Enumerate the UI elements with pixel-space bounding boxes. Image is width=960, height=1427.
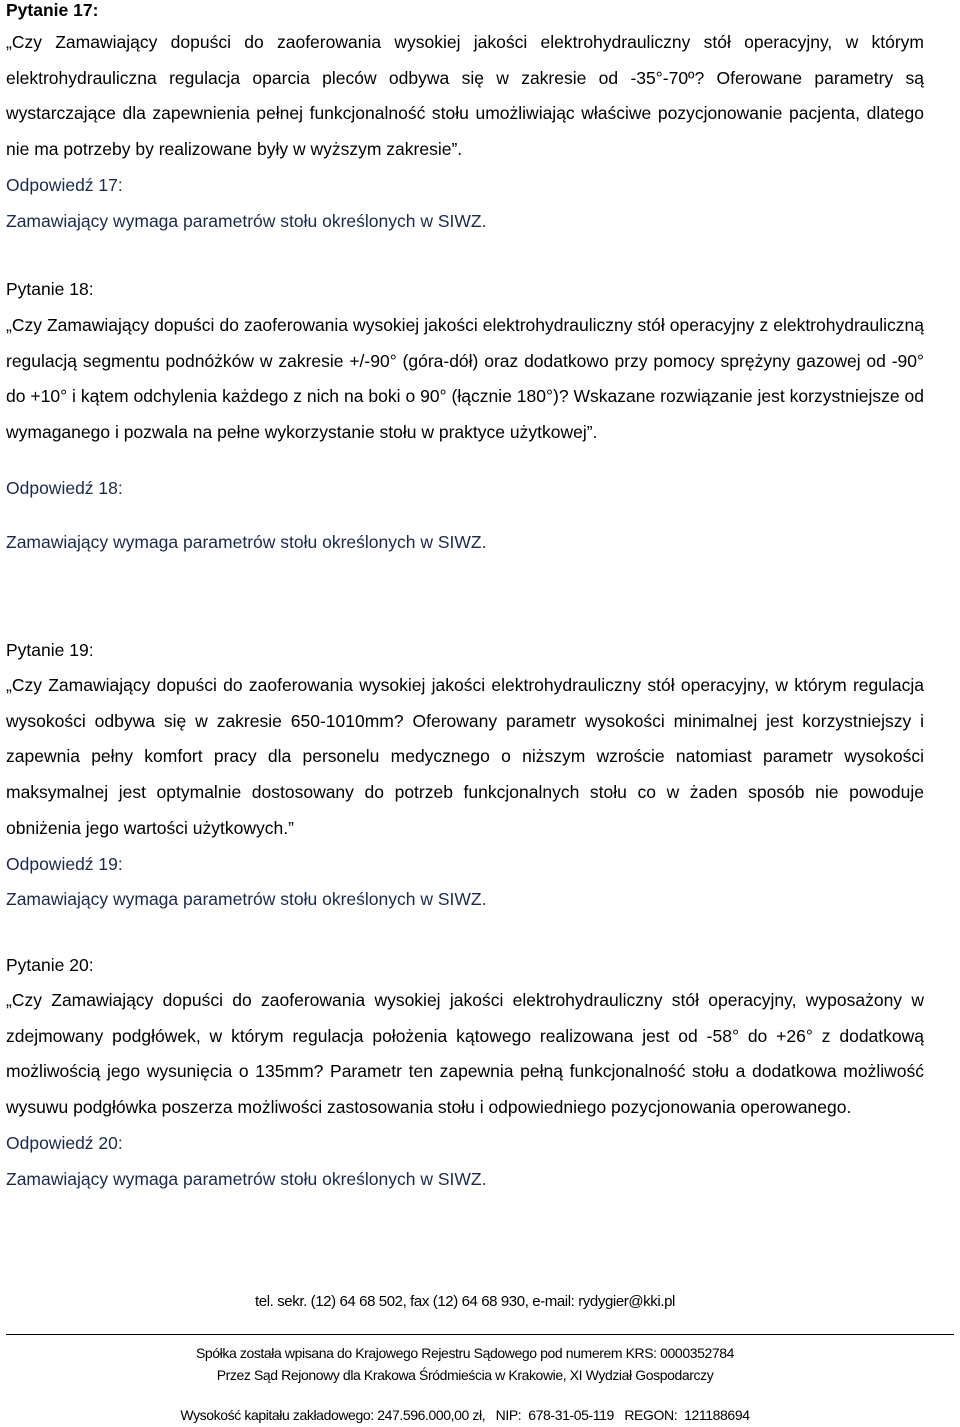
footer-krs: Spółka została wpisana do Krajowego Rejestru Sądowego pod numerem KRS: 0000352784 xyxy=(195,1345,735,1361)
question-19-heading: Pytanie 19: xyxy=(6,640,94,660)
answer-19-heading: Odpowiedź 19: xyxy=(6,853,123,874)
question-19-body: „Czy Zamawiający dopuści do zaoferowania wysokiej jakości elektrohydrauliczny stół operacyjny, w którym regulacja wysokości odbywa się w zakresie 650-1010mm? Oferowany parametr wysokości minimalnej jest korzystniejszy i zapewnia pełny komfort pracy dla personelu medycznego o niższym wzroście natomiast parametr wysokości maksymalnej jest optymalnie dostosowany do potrzeb funkcjonalnych stołu co w żaden sposób nie powoduje obniżenia jego wartości użytkowych.” xyxy=(6,675,924,838)
answer-17-heading: Odpowiedź 17: xyxy=(6,174,123,195)
footer-divider xyxy=(6,1334,954,1335)
spacer xyxy=(6,507,924,525)
question-17-section xyxy=(6,0,924,239)
question-17-heading: Pytanie 17: xyxy=(6,0,99,20)
answer-19-body: Zamawiający wymaga parametrów stołu określonych w SIWZ. xyxy=(6,889,487,910)
question-18-heading: Pytanie 18: xyxy=(6,279,94,299)
answer-18-heading: Odpowiedź 18: xyxy=(6,477,123,498)
answer-17-body: Zamawiający wymaga parametrów stołu określonych w SIWZ. xyxy=(6,210,487,231)
footer-court: Przez Sąd Rejonowy dla Krakowa Śródmieścia w Krakowie, XI Wydział Gospodarczy xyxy=(216,1367,714,1383)
question-18-body: „Czy Zamawiający dopuści do zaoferowania wysokiej jakości elektrohydrauliczny stół operacyjny z elektrohydrauliczną regulacją segmentu podnóżków w zakresie +/-90° (góra-dół) oraz dodatkowo przy pomocy sprężyny gazowej od -90° do +10° i kątem odchylenia każdego z nich na boki o 90° (łącznie 180°)? Wskazane rozwiązanie jest korzystniejsze od wymaganego i pozwala na pełne wykorzystanie stołu w praktyce użytkowej”. xyxy=(6,315,924,443)
question-20-body: „Czy Zamawiający dopuści do zaoferowania wysokiej jakości elektrohydrauliczny stół operacyjny, wyposażony w zdejmowany podgłówek, w którym regulacja położenia kątowego realizowana jest od -58° do +26° z dodatkową możliwością jego wysunięcia o 135mm? Parametr ten zapewnia pełną funkcjonalność stołu a dodatkowa możliwość wysuwu podgłówka poszerza możliwości zastosowania stołu i odpowiedniego pozycjonowania operowanego. xyxy=(6,990,924,1118)
question-20-section xyxy=(6,955,924,1197)
spacer xyxy=(6,451,924,471)
question-20-heading: Pytanie 20: xyxy=(6,955,94,975)
answer-18-body: Zamawiający wymaga parametrów stołu określonych w SIWZ. xyxy=(6,531,487,552)
question-19-section xyxy=(6,640,924,918)
question-17-body: „Czy Zamawiający dopuści do zaoferowania wysokiej jakości elektrohydrauliczny stół operacyjny, w którym elektrohydrauliczna regulacja oparcia pleców odbywa się w zakresie od -35°-70º? Oferowane parametry są wystarczające dla zapewnienia pełnej funkcjonalność stołu umożliwiając właściwe pozycjonowanie pacjenta, dlatego nie ma potrzeby by realizowane były w wyższym zakresie”. xyxy=(6,32,924,160)
question-18-section xyxy=(6,279,924,560)
footer-capital: Wysokość kapitału zakładowego: 247.596.000,00 zł, NIP: 678-31-05-119 REGON: 121188694 xyxy=(180,1407,750,1423)
answer-20-body: Zamawiający wymaga parametrów stołu określonych w SIWZ. xyxy=(6,1168,487,1189)
footer-contact: tel. sekr. (12) 64 68 502, fax (12) 64 68 930, e-mail: rydygier@kki.pl xyxy=(255,1293,675,1310)
answer-20-heading: Odpowiedź 20: xyxy=(6,1132,123,1153)
